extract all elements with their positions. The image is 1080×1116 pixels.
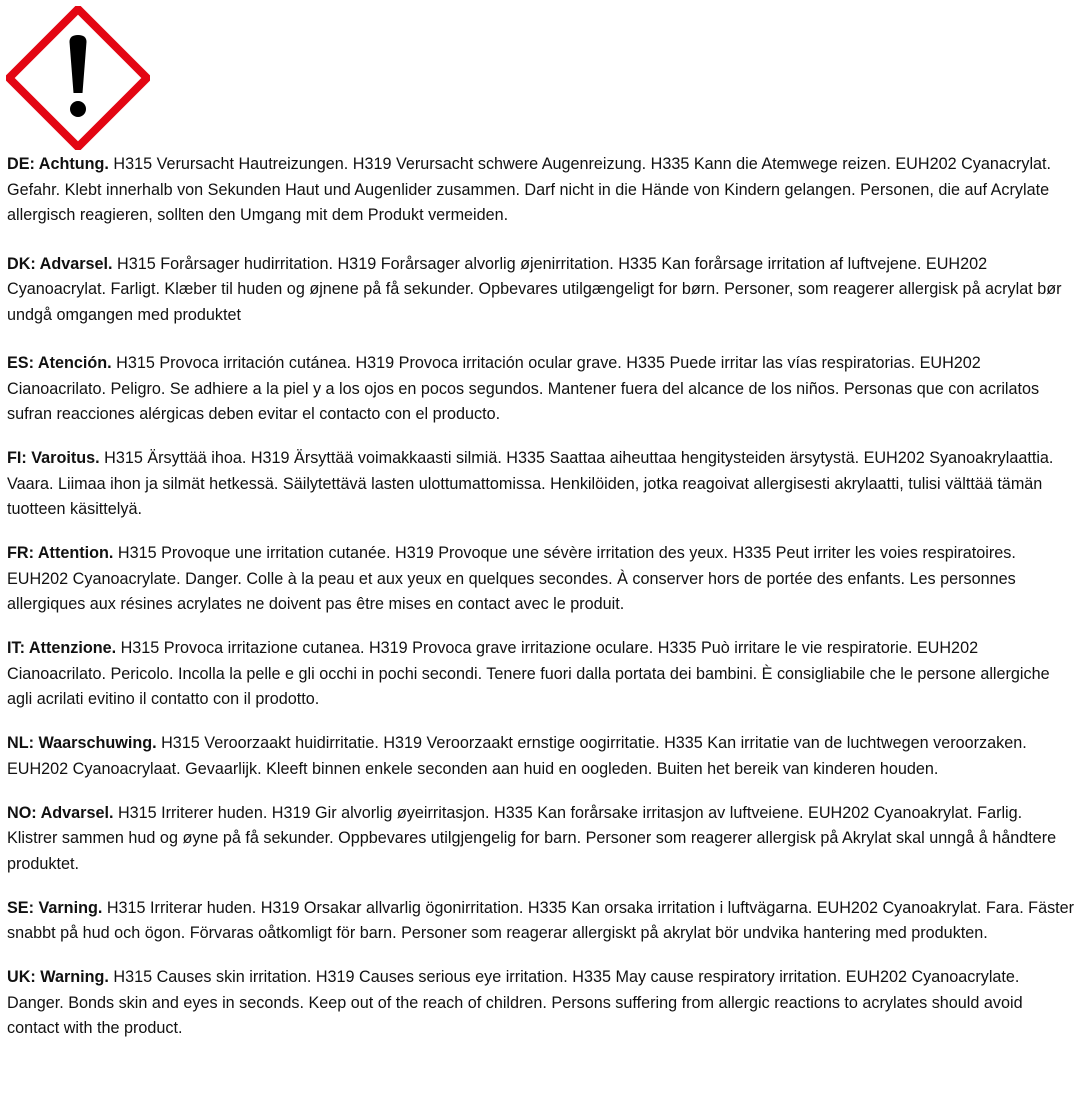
warning-statements xyxy=(7,152,1075,1042)
warning-text: H315 Forårsager hudirritation. H319 Forårsager alvorlig øjenirritation. H335 Kan forårsage irritation af luftvejene. EUH202 Cyanoacrylat. Farligt. Klæber til huden og øjnene på få sekunder. Opbevares utilgængeligt for børn. Personer, som reagerer allergisk på acrylat bør undgå omgangen med produktet xyxy=(7,254,1062,324)
warning-de xyxy=(7,152,1075,229)
warning-text: H315 Provoque une irritation cutanée. H319 Provoque une sévère irritation des yeux. H335 Peut irriter les voies respiratoires. EUH202 Cyanoacrylate. Danger. Colle à la peau et aux yeux en quelques secondes. À conserver hors de portée des enfants. Les personnes allergiques aux résines acrylates ne doivent pas être mises en contact avec le produit. xyxy=(7,544,1016,613)
warning-label: DK: Advarsel. xyxy=(7,254,113,273)
warning-text: H315 Irriterar huden. H319 Orsakar allvarlig ögonirritation. H335 Kan orsaka irritation i luftvägarna. EUH202 Cyanoakrylat. Fara. Fäster snabbt på hud och ögon. Förvaras oåtkomligt för barn. Personer som reagerar allergiskt på akrylat bör undvika hantering med produkten. xyxy=(7,898,1075,942)
warning-nl xyxy=(7,731,1075,782)
warning-it xyxy=(7,636,1075,713)
warning-label: NO: Advarsel. xyxy=(7,803,114,822)
warning-uk xyxy=(7,965,1075,1042)
warning-fr xyxy=(7,541,1075,618)
warning-label: FI: Varoitus. xyxy=(7,449,100,467)
warning-dk xyxy=(7,252,1075,329)
warning-fi xyxy=(7,446,1075,523)
warning-text: H315 Provoca irritazione cutanea. H319 Provoca grave irritazione oculare. H335 Può irritare le vie respiratorie. EUH202 Cianoacrilato. Pericolo. Incolla la pelle e gli occhi in pochi secondi. Tenere fuori dalla portata dei bambini. È consigliabile che le persone allergiche agli acrilati evitino il contatto con il prodotto. xyxy=(7,639,1050,708)
warning-label: ES: Atención. xyxy=(7,354,112,372)
warning-label: SE: Varning. xyxy=(7,898,103,917)
warning-se xyxy=(7,896,1075,947)
warning-es xyxy=(7,351,1075,428)
warning-text: H315 Provoca irritación cutánea. H319 Provoca irritación ocular grave. H335 Puede irritar las vías respiratorias. EUH202 Cianoacrilato. Peligro. Se adhiere a la piel y a los ojos en pocos segundos. Mantener fuera del alcance de los niños. Personas que con acrilatos sufran reacciones alérgicas deben evitar el contacto con el producto. xyxy=(7,354,1040,423)
warning-label: DE: Achtung. xyxy=(7,155,109,173)
warning-label: FR: Attention. xyxy=(7,544,114,562)
warning-text: H315 Ärsyttää ihoa. H319 Ärsyttää voimakkaasti silmiä. H335 Saattaa aiheuttaa hengitysteiden ärsytystä. EUH202 Syanoakrylaattia. Vaara. Liimaa ihon ja silmät hetkessä. Säilytettävä lasten ulottumattomissa. Henkilöiden, jotka reagoivat allergisesti akrylaatti, tulisi välttää tämän tuotteen käsittelyä. xyxy=(7,449,1054,518)
warning-text: H315 Irriterer huden. H319 Gir alvorlig øyeirritasjon. H335 Kan forårsake irritasjon av luftveiene. EUH202 Cyanoakrylat. Farlig. Klistrer sammen hud og øyne på få sekunder. Oppbevares utilgjengelig for barn. Personer som reagerer allergisk på Akrylat skal unngå å håndtere produktet. xyxy=(7,803,1057,873)
warning-label: NL: Waarschuwing. xyxy=(7,734,157,752)
warning-text: H315 Causes skin irritation. H319 Causes serious eye irritation. H335 May cause respiratory irritation. EUH202 Cyanoacrylate. Danger. Bonds skin and eyes in seconds. Keep out of the reach of children. Persons suffering from allergic reactions to acrylates should avoid contact with the product. xyxy=(7,968,1023,1037)
warning-no xyxy=(7,801,1075,878)
warning-label: UK: Warning. xyxy=(7,968,109,986)
ghs-exclamation-mark-icon xyxy=(6,6,150,150)
warning-text: H315 Veroorzaakt huidirritatie. H319 Veroorzaakt ernstige oogirritatie. H335 Kan irritatie van de luchtwegen veroorzaken. EUH202 Cyanoacrylaat. Gevaarlijk. Kleeft binnen enkele seconden aan huid en oogleden. Buiten het bereik van kinderen houden. xyxy=(7,734,1027,778)
warning-label: IT: Attenzione. xyxy=(7,639,117,657)
warning-text: H315 Verursacht Hautreizungen. H319 Verursacht schwere Augenreizung. H335 Kann die Atemwege reizen. EUH202 Cyanacrylat. Gefahr. Klebt innerhalb von Sekunden Haut und Augenlider zusammen. Darf nicht in die Hände von Kindern gelangen. Personen, die auf Acrylate allergisch reagieren, sollten den Umgang mit dem Produkt vermeiden. xyxy=(7,155,1052,224)
